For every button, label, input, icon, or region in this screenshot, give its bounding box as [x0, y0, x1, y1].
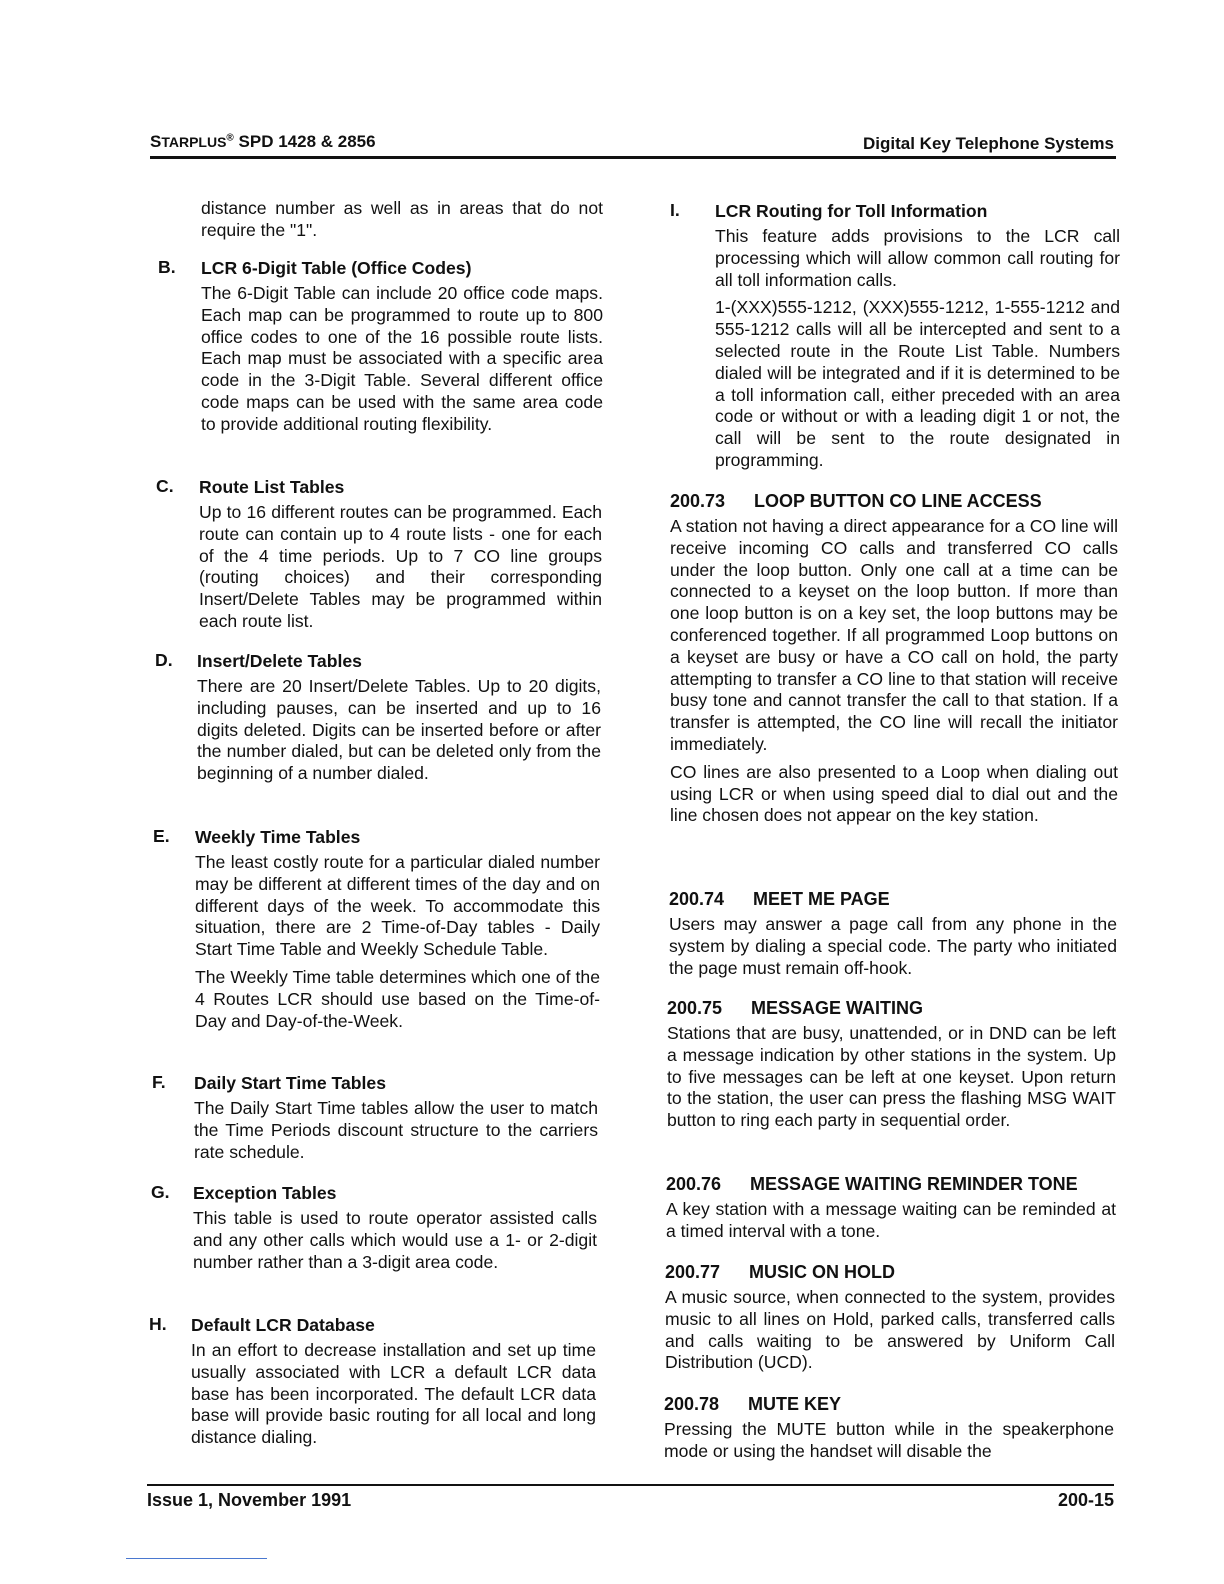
section-200-74: 200.74 MEET ME PAGE Users may answer a page call from any phone in the system by dialing a special code. The party who initiated the page must remain off-hook.: [669, 889, 1117, 978]
section-heading: 200.73 LOOP BUTTON CO LINE ACCESS: [670, 491, 1042, 511]
section-200-73: 200.73 LOOP BUTTON CO LINE ACCESS A station not having a direct appearance for a CO line will receive incoming CO calls and transferred CO calls under the loop button. Only one call at a time can be connected to a keyset on the loop button. If more than one loop button is on a key set, the loop buttons may be conferenced together. If all programmed Loop buttons on a keyset are busy or have a CO call on hold, the party attempting to transfer a CO line to that station will receive busy tone and cannot transfer the call to that station. If a transfer is attempted, the CO line will recall the initiator immediately. CO lines are also presented to a Loop when dialing out using LCR or when using speed dial to dial out and the line chosen does not appear on the key station.: [670, 491, 1118, 826]
section-heading: 200.76 MESSAGE WAITING REMINDER TONE: [666, 1174, 1078, 1194]
section-title: Default LCR Database: [191, 1315, 375, 1335]
section-heading: 200.75 MESSAGE WAITING: [667, 998, 924, 1018]
section-title: Insert/Delete Tables: [197, 651, 362, 671]
page-number: 200-15: [1057, 1490, 1114, 1510]
page-header: [150, 130, 1116, 159]
section-heading: 200.78 MUTE KEY: [664, 1394, 842, 1414]
section-e: E. Weekly Time Tables The least costly route for a particular dialed number may be different at different times of the day and on different days of the week. To accommodate this situation, there are 2 Time-of-Day tables - Daily Start Time Table and Weekly Schedule Table. The Weekly Time table determines which one of the 4 Routes LCR should use based on the Time-of-Day and Day-of-the-Week.: [153, 826, 600, 1031]
page-footer: [147, 1484, 1114, 1516]
section-title: Exception Tables: [193, 1183, 337, 1203]
section-title: LCR 6-Digit Table (Office Codes): [201, 258, 472, 278]
section-g: G. Exception Tables This table is used to route operator assisted calls and any other calls which would use a 1- or 2-digit number rather than a 3-digit area code.: [151, 1182, 597, 1272]
section-title: Route List Tables: [199, 477, 345, 497]
divider: [126, 1558, 267, 1559]
section-200-77: 200.77 MUSIC ON HOLD A music source, when connected to the system, provides music to all lines on Hold, parked calls, transferred calls and calls waiting to be answered by Uniform Call Distribution (UCD).: [665, 1262, 1115, 1373]
section-200-78: 200.78 MUTE KEY Pressing the MUTE button while in the speakerphone mode or using the handset will disable the: [664, 1394, 1114, 1461]
section-f: F. Daily Start Time Tables The Daily Start Time tables allow the user to match the Time Periods discount structure to the carriers rate schedule.: [152, 1072, 598, 1162]
section-200-76: 200.76 MESSAGE WAITING REMINDER TONE A key station with a message waiting can be reminded at a timed interval with a tone.: [666, 1174, 1116, 1241]
section-c: C. Route List Tables Up to 16 different routes can be programmed. Each route can contain up to 4 route lists - one for each of the 4 time periods. Up to 7 CO line groups (routing choices) and their corresponding Insert/Delete Tables may be programmed within each route list.: [156, 476, 602, 631]
section-i: I. LCR Routing for Toll Information This feature adds provisions to the LCR call processing which will allow common call routing for all toll information calls. 1-(XXX)555-1212, (XXX)555-1212, 1-555-1212 and 555-1212 calls will all be intercepted and sent to a selected route in the Route List Table. Numbers dialed will be integrated and if it is determined to be a toll information call, either preceded with an area code or without or with a leading digit 1 or not, the call will be sent to the route designated in programming.: [670, 200, 1120, 470]
section-b: B. LCR 6-Digit Table (Office Codes) The 6-Digit Table can include 20 office code maps. Each map can be programmed to route up to 800 office codes to one of the 16 possible route lists. Each map must be associated with a specific area code in the 3-Digit Table. Several different office code maps can be used with the same area code to provide additional routing flexibility.: [158, 257, 603, 434]
section-d: D. Insert/Delete Tables There are 20 Insert/Delete Tables. Up to 20 digits, including pauses, can be inserted and up to 16 digits deleted. Digits can be inserted before or after the number dialed, but can be deleted only from the beginning of a number dialed.: [155, 650, 601, 784]
header-brand: STARPLUS® SPD 1428 & 2856: [150, 132, 376, 151]
section-200-75: 200.75 MESSAGE WAITING Stations that are busy, unattended, or in DND can be left a message indication by other stations in the system. Up to five messages can be left at one keyset. Upon return to the station, the user can press the flashing MSG WAIT button to ring each party in sequential order.: [667, 998, 1116, 1131]
header-title: Digital Key Telephone Systems: [863, 134, 1114, 153]
section-title: Weekly Time Tables: [195, 827, 361, 847]
section-h: H. Default LCR Database In an effort to decrease installation and set up time usually associated with LCR a default LCR data base has been incorporated. The default LCR data base will provide basic routing for all local and long distance dialing.: [149, 1314, 596, 1448]
section-heading: 200.74 MEET ME PAGE: [669, 889, 890, 909]
issue-date: Issue 1, November 1991: [147, 1490, 352, 1510]
section-title: LCR Routing for Toll Information: [715, 201, 988, 221]
intro-text: distance number as well as in areas that do not require the "1".: [201, 198, 603, 240]
section-heading: 200.77 MUSIC ON HOLD: [665, 1262, 895, 1282]
section-title: Daily Start Time Tables: [194, 1073, 386, 1093]
